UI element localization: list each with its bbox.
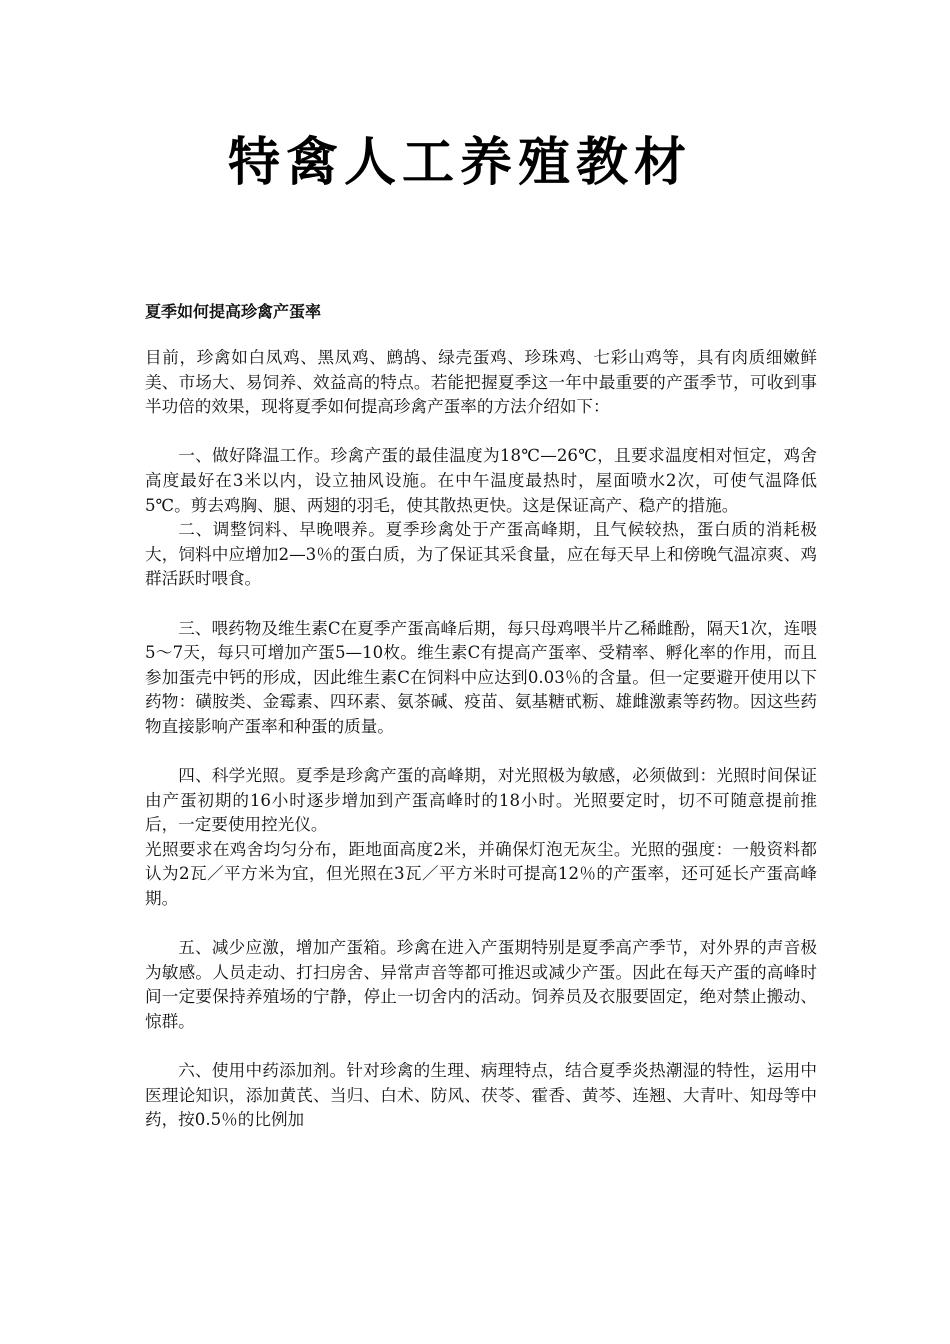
document-body <box>145 346 817 1133</box>
paragraph-spacer <box>145 912 817 937</box>
document-title: 特禽人工养殖教材 <box>227 132 692 193</box>
intro-paragraph: 目前，珍禽如白凤鸡、黑凤鸡、鹧鸪、绿壳蛋鸡、珍珠鸡、七彩山鸡等，具有肉质细嫩鲜美、市场大、易饲养、效益高的特点。若能把握夏季这一年中最重要的产蛋季节，可收到事半功倍的效果，现将夏季如何提高珍禽产蛋率的方法介绍如下： <box>145 348 817 417</box>
paragraph-medication: 三、喂药物及维生素C在夏季产蛋高峰后期，每只母鸡喂半片乙稀雌酚，隔天1次，连喂5～7天，每只可增加产蛋5—10枚。维生素C有提高产蛋率、受精率、孵化率的作用，而且参加蛋壳中钙的形成，因此维生素C在饲料中应达到0.03％的含量。但一定要避开使用以下药物：磺胺类、金霉素、四环素、氨茶碱、疫苗、氨基糖甙粝、雄雌激素等药物。因这些药物直接影响产蛋率和种蛋的质量。 <box>145 618 817 736</box>
paragraph-cooling: 一、做好降温工作。珍禽产蛋的最佳温度为18℃—26℃，且要求温度相对恒定，鸡舍高度最好在3米以内，设立抽风设施。在中午温度最热时，屋面喷水2次，可使气温降低5℃。剪去鸡胸、腿、两翅的羽毛，使其散热更快。这是保证高产、稳产的措施。 <box>145 446 817 515</box>
paragraph-lighting-detail: 光照要求在鸡舍均匀分布，距地面高度2米，并确保灯泡无灰尘。光照的强度：一般资料都认为2瓦／平方米为宜，但光照在3瓦／平方米时可提高12％的产蛋率，还可延长产蛋高峰期。 <box>145 839 817 909</box>
paragraph-spacer <box>145 1035 817 1060</box>
paragraph-spacer <box>145 420 817 445</box>
paragraph-stress: 五、减少应激，增加产蛋箱。珍禽在进入产蛋期特别是夏季高产季节，对外界的声音极为敏感。人员走动、打扫房舍、异常声音等都可推迟或减少产蛋。因此在每天产蛋的高峰时间一定要保持养殖场的宁静，停止一切舍内的活动。饲养员及衣服要固定，绝对禁止搬动、惊群。 <box>145 938 817 1032</box>
paragraph-herbal: 六、使用中药添加剂。针对珍禽的生理、病理特点，结合夏季炎热潮湿的特性，运用中医理论知识，添加黄芪、当归、白术、防风、茯苓、霍香、黄芩、连翘、大青叶、知母等中药，按0.5％的比例加 <box>145 1061 817 1130</box>
paragraph-feeding: 二、调整饲料、早晚喂养。夏季珍禽处于产蛋高峰期，且气候较热，蛋白质的消耗极大，饲料中应增加2—3％的蛋白质，为了保证其采食量，应在每天早上和傍晚气温凉爽、鸡群活跃时喂食。 <box>145 520 817 589</box>
paragraph-lighting: 四、科学光照。夏季是珍禽产蛋的高峰期，对光照极为敏感，必须做到：光照时间保证由产蛋初期的16小时逐步增加到产蛋高峰时的18小时。光照要定时，切不可随意提前推后，一定要使用控光仪。 <box>145 766 817 835</box>
paragraph-spacer <box>145 740 817 765</box>
paragraph-spacer <box>145 592 817 617</box>
section-heading: 夏季如何提高珍禽产蛋率 <box>145 302 322 321</box>
